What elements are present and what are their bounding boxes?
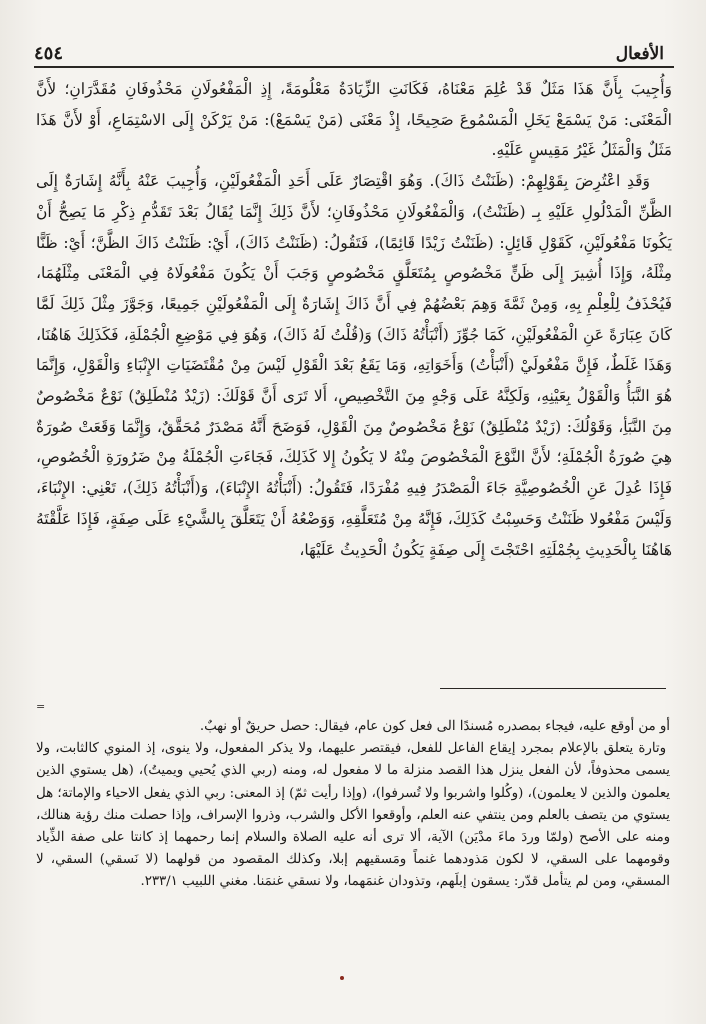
footnote-separator — [440, 688, 666, 689]
footnote-paragraph: وتارة يتعلق بالإعلام بمجرد إيقاع الفاعل للفعل، فيقتصر عليهما، ولا يذكر المفعول، ولا ينوى، إذ المنوي كالثابت، ولا يسمى محذوفاً، لأن الفعل ينزل هذا القصد منزلة ما لا مفعول له، ومنه (ربي الذي يُحيي ويميتُ)، (هل يستوي الذين يعلمون والذين لا يعلمون)، (وكُلوا واشربوا ولا تُسرفوا)، (وإذا رأيت ثمّ) إذ المعنى: ربي الذي يفعل الاحياء والإماتة؛ هل يستوي من يتصف بالعلم ومن ينتفي عنه العلم، وأوقعوا الأكل والشرب، وذروا الإسراف، وإذا حصلت منك رؤية هنالك، ومنه على الأصح (ولمّا وردَ ماءَ مدْيَن) الآية، ألا ترى أنه عليه الصلاة والسلام إنما رحمهما إذ كانتا على صفة الذِّياد وقومهما على السقي، لا لكون مَذودهما غنماً ومَسقيهم إبلا، وكذلك المقصود من قولهما (لا نَسقي) السقي، لا المسقي، ومن لم يتأمل قدّر: يسقون إبلَهم، وتذودان غنمَهما، ولا نسقي غنمَنا. مغني اللبيب ٢٣٣/١. — [36, 741, 671, 890]
footnote-paragraph: أو من أوقع عليه، فيجاء بمصدره مُسندًا الى فعل كون عام، فيقال: حصل حريقٌ أو نهبٌ. — [199, 719, 670, 734]
ink-dot — [340, 976, 344, 980]
page-header — [34, 40, 674, 64]
footnotes — [36, 716, 670, 894]
main-text — [36, 74, 672, 565]
header-rule — [34, 66, 674, 68]
footnote-continuation-mark: = — [36, 700, 46, 713]
running-title: الأفعال — [615, 44, 664, 64]
main-paragraph: وَقَدِ اعْتُرِضَ بِقَوْلِهِمْ: (ظَنَنْتُ ذَاكَ). وَهُوَ اقْتِصَارٌ عَلَى أَحَدِ الْمَفْعُولَيْنِ، وَأُجِيبَ عَنْهُ بِأَنَّهُ إِشَارَةٌ إِلَى الظَّنِّ الْمَدْلُولِ عَلَيْهِ بِـ (ظَنَنْتُ)، وَالْمَفْعُولَانِ مَحْذُوفَانِ؛ لأَنَّ ذَلِكَ إِنَّمَا يُقَالُ بَعْدَ تَقَدُّمِ ذِكْرِ مَا يَصِحُّ أَنْ يَكُونَا مَفْعُولَيْنِ، كَقَوْلِ قَائِلٍ: (ظَنَنْتُ زَيْدًا قَائِمًا)، فَتَقُولُ: (ظَنَنْتُ ذَاكَ)، أَيْ: ظَنَنْتُ ذَاكَ الظَّنَّ؛ أَيْ: ظَنًّا مِثْلَهُ، وَإِذَا أُشِيرَ إِلَى ظَنٍّ مَخْصُوصٍ بِمُتَعَلَّقٍ مَخْصُوصٍ وَجَبَ أَنْ يَكُونَ مَفْعُولَاهُ فِي الْمَعْنَى مِثْلَهُمَا، فَيُحْذَفُ لِلْعِلْمِ بِهِ، وَمِنْ ثَمَّةَ وَهِمَ بَعْضُهُمْ فِي أَنَّ ذَاكَ إِشَارَةٌ إِلَى الْمَفْعُولَيْنِ جَمِيعًا، وَجَوَّزَ مِثْلَ ذَلِكَ لَمَّا كَانَ عِبَارَةً عَنِ الْمَفْعُولَيْنِ، كَمَا جُوِّزَ (أَنْبَأْتُهُ ذَاكَ) وَ(قُلْتُ لَهُ ذَاكَ)، وَهُوَ فِي مَوْضِعِ الْجُمْلَةِ، فَكَذَلِكَ هَاهُنَا، وَهَذَا غَلَطٌ، فَإِنَّ مَفْعُولَيْ (أَنْبَأْتُ) وَأَخَوَاتِهِ، وَمَا يَقَعُ بَعْدَ الْقَوْلِ لَيْسَ مِنْ مُقْتَضَيَاتِ الإِنْبَاءِ وَالْقَوْلِ، وَإِنَّمَا هُوَ النَّبَأُ وَالْقَوْلُ بِعَيْنِهِ، وَلَكِنَّهُ عَلَى وَجْهٍ مِنَ التَّخْصِيصِ، أَلا تَرَى أَنَّ قَوْلَكَ: (زَيْدٌ مُنْطَلِقٌ) نَوْعٌ مَخْصُوصٌ مِنَ النَّبَأِ، وَقَوْلُكَ: (زَيْدٌ مُنْطَلِقٌ) نَوْعٌ مَخْصُوصٌ مِنَ الْقَوْلِ، فَوَضَحَ أَنَّهُ مَصْدَرٌ مُحَقَّقٌ، وَإِنَّمَا وَقَعَتْ صُورَةٌ هِيَ صُورَةُ الْجُمْلَةِ؛ لأَنَّ النَّوْعَ الْمَخْصُوصَ مِنْهُ لا يَكُونُ إِلا كَذَلِكَ، فَجَاءَتِ الْجُمْلَةُ مِنْ ضَرُورَةِ الْخُصُوصِ، فَإِذَا عُدِلَ عَنِ الْخُصُوصِيَّةِ جَاءَ الْمَصْدَرُ فِيهِ مُفْرَدًا، فَتَقُولُ: (أَنْبَأْتُهُ الإِنْبَاءَ)، وَ(أَنْبَأْتُهُ ذَلِكَ)، تَعْنِي: الإِنْبَاءَ، وَلَيْسَ مَفْعُولا ظَنَنْتُ وَحَسِبْتُ كَذَلِكَ، فَإِنَّهُ مِنْ مُتَعَلَّقِهِ، وَوَضْعُهُ أَنْ يَتَعَلَّقَ بِالشَّيْءِ عَلَى صِفَةٍ، فَإِذَا عَلَّقْتَهُ هَاهُنَا بِالْحَدِيثِ بِجُمْلَتِهِ احْتَجْتَ إِلَى صِفَةٍ يَكُونُ الْحَدِيثُ عَلَيْهَا، — [36, 172, 672, 559]
page-number: ٤٥٤ — [34, 43, 64, 64]
main-paragraph: وَأُجِيبَ بِأَنَّ هَذَا مَثَلٌ قَدْ عُلِمَ مَعْنَاهُ، فَكَانَتِ الزِّيَادَةُ مَعْلُومَةً، إِذِ الْمَفْعُولَانِ مَحْذُوفَانِ مُقَدَّرَانِ؛ لأَنَّ الْمَعْنَى: مَنْ يَسْمَعْ يَخَلِ الْمَسْمُوعَ صَحِيحًا، إِذْ مَعْنَى (مَنْ يَسْمَعْ): مَنْ يَرْكَنْ إِلَى الاسْتِمَاعِ، أَوْ لأَنَّ هَذَا مَثَلٌ وَالْمَثَلُ غَيْرُ مَقِيسٍ عَلَيْهِ. — [36, 80, 672, 160]
